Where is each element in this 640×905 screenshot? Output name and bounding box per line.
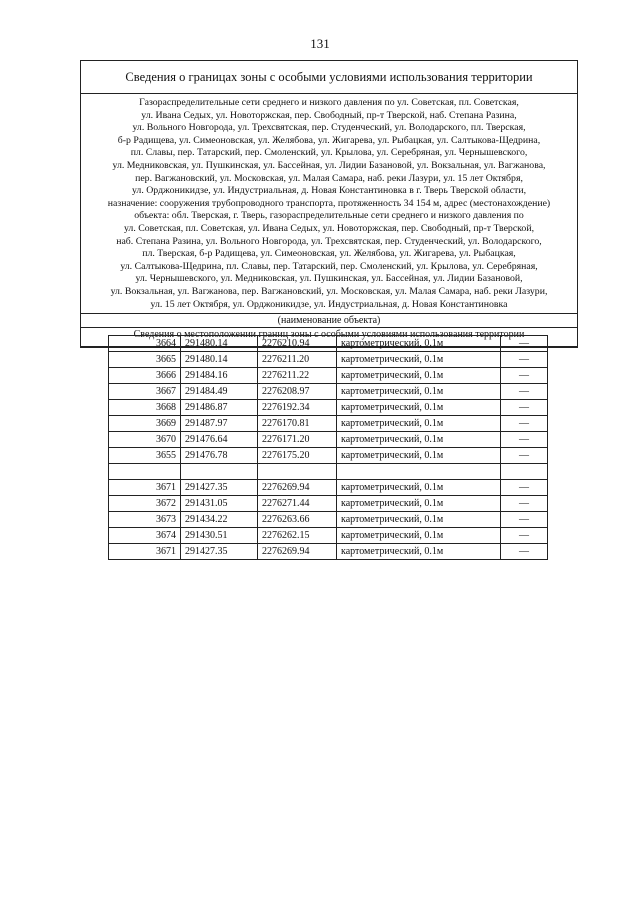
method-cell: картометрический, 0.1м: [337, 368, 501, 384]
description-line: ул. Ивана Седых, ул. Новоторжская, пер. Свободный, пр-т Тверской, наб. Степана Разина,: [141, 109, 517, 121]
method-cell: картометрический, 0.1м: [337, 384, 501, 400]
table-row: [109, 480, 548, 496]
description-line: объекта: обл. Тверская, г. Тверь, газораспределительные сети среднего и низкого давления по: [134, 210, 524, 222]
y-coordinate-cell: 2276170.81: [258, 416, 337, 432]
precision-cell: —: [501, 480, 548, 496]
x-coordinate-cell: [181, 464, 258, 480]
table-row: [109, 368, 548, 384]
point-number-cell: [109, 464, 181, 480]
y-coordinate-cell: 2276269.94: [258, 480, 337, 496]
x-coordinate-cell: 291476.78: [181, 448, 258, 464]
x-coordinate-cell: 291476.64: [181, 432, 258, 448]
table-row: [109, 336, 548, 352]
description-line: ул. 15 лет Октября, ул. Орджоникидзе, ул. Индустриальная, д. Новая Константиновка: [150, 298, 508, 310]
x-coordinate-cell: 291480.14: [181, 336, 258, 352]
x-coordinate-cell: 291484.49: [181, 384, 258, 400]
table-row: [109, 384, 548, 400]
y-coordinate-cell: 2276269.94: [258, 544, 337, 560]
table-row: [109, 448, 548, 464]
x-coordinate-cell: 291480.14: [181, 352, 258, 368]
precision-cell: —: [501, 384, 548, 400]
y-coordinate-cell: 2276211.20: [258, 352, 337, 368]
point-number-cell: 3669: [109, 416, 181, 432]
description-line: пер. Вагжановский, ул. Московская, ул. Малая Самара, наб. реки Лазури, ул. 15 лет Октября,: [135, 172, 523, 184]
description-line: ул. Медниковская, ул. Пушкинская, ул. Бассейная, ул. Лидии Базановой, ул. Вокзальная, ул. Вагжанова,: [112, 159, 546, 171]
method-cell: картометрический, 0.1м: [337, 528, 501, 544]
method-cell: картометрический, 0.1м: [337, 496, 501, 512]
table-row: [109, 400, 548, 416]
description-line: б-р Радищева, ул. Симеоновская, ул. Желябова, ул. Жигарева, ул. Рыбацкая, ул. Салтыкова-Щедрина,: [117, 134, 541, 146]
x-coordinate-cell: 291427.35: [181, 544, 258, 560]
x-coordinate-cell: 291484.16: [181, 368, 258, 384]
description-line: назначение: сооружения трубопроводного транспорта, протяженность 34 154 м, адрес (местонахождение): [107, 197, 551, 209]
precision-cell: —: [501, 336, 548, 352]
precision-cell: —: [501, 400, 548, 416]
point-number-cell: 3667: [109, 384, 181, 400]
table-row-blank: [109, 464, 548, 480]
zone-info-box: [80, 60, 578, 348]
description-line: наб. Степана Разина, ул. Вольного Новгорода, ул. Трехсвятская, пер. Студенческий, ул. Володарского,: [116, 235, 542, 247]
description-line: ул. Вольного Новгорода, ул. Трехсвятская, пер. Студенческий, ул. Володарского, пл. Тверская,: [132, 122, 526, 134]
y-coordinate-cell: [258, 464, 337, 480]
point-number-cell: 3665: [109, 352, 181, 368]
y-coordinate-cell: 2276211.22: [258, 368, 337, 384]
description-line: ул. Вокзальная, ул. Вагжанова, пер. Вагжановский, ул. Московская, ул. Малая Самара, наб. реки Лазури,: [110, 285, 548, 297]
y-coordinate-cell: 2276175.20: [258, 448, 337, 464]
description-line: пл. Славы, пер. Татарский, пер. Смоленский, ул. Крылова, ул. Серебряная, ул. Чернышевского,: [130, 147, 528, 159]
method-cell: картометрический, 0.1м: [337, 432, 501, 448]
table-row: [109, 432, 548, 448]
method-cell: картометрический, 0.1м: [337, 416, 501, 432]
description-line: ул. Советская, пл. Советская, ул. Ивана Седых, ул. Новоторжская, пер. Свободный, пр-т Тверской,: [123, 222, 535, 234]
method-cell: картометрический, 0.1м: [337, 400, 501, 416]
description-line: Газораспределительные сети среднего и низкого давления по ул. Советская, пл. Советская,: [139, 97, 519, 108]
point-number-cell: 3655: [109, 448, 181, 464]
y-coordinate-cell: 2276271.44: [258, 496, 337, 512]
x-coordinate-cell: 291487.97: [181, 416, 258, 432]
zone-heading: Сведения о границах зоны с особыми условиями использования территории: [81, 61, 577, 94]
coordinates-table: [108, 335, 548, 560]
point-number-cell: 3671: [109, 480, 181, 496]
precision-cell: —: [501, 416, 548, 432]
object-description: [81, 94, 577, 314]
point-number-cell: 3670: [109, 432, 181, 448]
object-name-caption: (наименование объекта): [81, 314, 577, 328]
y-coordinate-cell: 2276208.97: [258, 384, 337, 400]
precision-cell: —: [501, 352, 548, 368]
y-coordinate-cell: 2276210.94: [258, 336, 337, 352]
precision-cell: —: [501, 528, 548, 544]
method-cell: [337, 464, 501, 480]
table-row: [109, 496, 548, 512]
x-coordinate-cell: 291430.51: [181, 528, 258, 544]
y-coordinate-cell: 2276262.15: [258, 528, 337, 544]
point-number-cell: 3664: [109, 336, 181, 352]
table-row: [109, 544, 548, 560]
table-row: [109, 416, 548, 432]
method-cell: картометрический, 0.1м: [337, 448, 501, 464]
point-number-cell: 3668: [109, 400, 181, 416]
x-coordinate-cell: 291431.05: [181, 496, 258, 512]
method-cell: картометрический, 0.1м: [337, 352, 501, 368]
page-number: 131: [310, 36, 330, 51]
point-number-cell: 3666: [109, 368, 181, 384]
precision-cell: —: [501, 512, 548, 528]
description-line: ул. Чернышевского, ул. Медниковская, ул. Пушкинская, ул. Бассейная, ул. Лидии Базановой,: [135, 273, 523, 285]
method-cell: картометрический, 0.1м: [337, 512, 501, 528]
table-row: [109, 528, 548, 544]
x-coordinate-cell: 291434.22: [181, 512, 258, 528]
point-number-cell: 3672: [109, 496, 181, 512]
method-cell: картометрический, 0.1м: [337, 480, 501, 496]
description-line: ул. Салтыкова-Щедрина, пл. Славы, пер. Татарский, пер. Смоленский, ул. Крылова, ул. Серебряная,: [120, 260, 538, 272]
method-cell: картометрический, 0.1м: [337, 336, 501, 352]
point-number-cell: 3674: [109, 528, 181, 544]
y-coordinate-cell: 2276171.20: [258, 432, 337, 448]
point-number-cell: 3671: [109, 544, 181, 560]
precision-cell: —: [501, 448, 548, 464]
table-row: [109, 512, 548, 528]
precision-cell: —: [501, 368, 548, 384]
description-line: пл. Тверская, б-р Радищева, ул. Симеоновская, ул. Желябова, ул. Жигарева, ул. Рыбацкая,: [142, 248, 516, 260]
x-coordinate-cell: 291486.87: [181, 400, 258, 416]
y-coordinate-cell: 2276192.34: [258, 400, 337, 416]
table-row: [109, 352, 548, 368]
point-number-cell: 3673: [109, 512, 181, 528]
method-cell: картометрический, 0.1м: [337, 544, 501, 560]
description-line: ул. Орджоникидзе, ул. Индустриальная, д. Новая Константиновка в г. Тверь Тверской области,: [131, 185, 527, 197]
x-coordinate-cell: 291427.35: [181, 480, 258, 496]
precision-cell: —: [501, 496, 548, 512]
precision-cell: [501, 464, 548, 480]
precision-cell: —: [501, 544, 548, 560]
precision-cell: —: [501, 432, 548, 448]
location-section-title: Сведения о местоположении границ зоны с особыми условиями использования территории: [81, 328, 577, 347]
y-coordinate-cell: 2276263.66: [258, 512, 337, 528]
